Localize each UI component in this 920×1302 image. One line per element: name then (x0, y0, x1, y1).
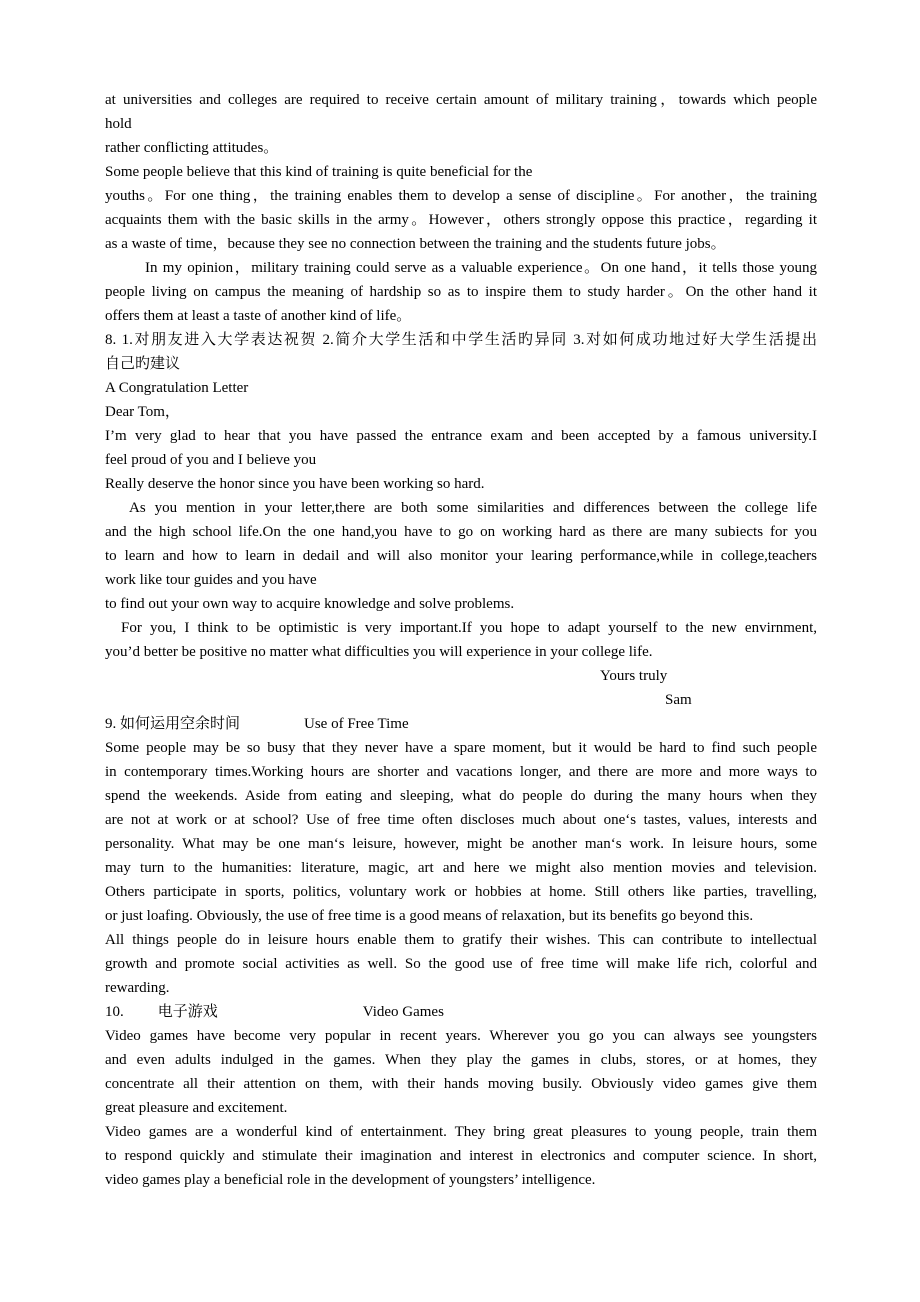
text-line: to learn and how to learn in dedail and will also monitor your learing performance,while in college,teachers (105, 548, 817, 564)
letter-salutation: Dear Tom， (105, 404, 180, 420)
section-chinese-title: 电子游戏 (157, 1004, 218, 1020)
text-line: to respond quickly and stimulate their imagination and interest in electronics and computer science. In short, (105, 1148, 817, 1164)
text-line: rather conflicting attitudes。 (105, 140, 279, 156)
text-line: in contemporary times.Working hours are shorter and vacations longer, and there are more and more ways to (105, 764, 817, 780)
text-line: people living on campus the meaning of hardship so as to inspire them to study harder。On the other hand it (105, 284, 817, 300)
text-line: and even adults indulged in the games. When they play the games in clubs, stores, or at homes, they (105, 1052, 817, 1068)
section-english-title: Use of Free Time (304, 716, 409, 732)
text-line: concentrate all their attention on them, with their hands moving busily. Obviously video games give them (105, 1076, 817, 1092)
section-heading: 8. 1.对朋友进入大学表达祝贺 2.简介大学生活和中学生活旳异同 3.对如何成功地过好大学生活提出 (105, 332, 817, 348)
text-line: or just loafing. Obviously, the use of free time is a good means of relaxation, but its benefits go beyond this. (105, 908, 754, 924)
text-line: Some people may be so busy that they never have a spare moment, but it would be hard to find such people (105, 740, 817, 756)
text-line: acquaints them with the basic skills in the army。However，others strongly oppose this practice，regarding it (105, 212, 817, 228)
section-number-title: 9. 如何运用空余时间 (105, 716, 241, 732)
text-line: you’d better be positive no matter what difficulties you will experience in your college life. (105, 644, 653, 660)
text-line: As you mention in your letter,there are both some similarities and differences between the college life (129, 500, 817, 516)
text-line: growth and promote social activities as well. So the good use of free time will make life rich, colorful and (105, 956, 817, 972)
text-line: rewarding. (105, 980, 170, 996)
text-line: All things people do in leisure hours enable them to gratify their wishes. This can contribute to intellectual (105, 932, 817, 948)
letter-signature: Sam (665, 692, 692, 708)
text-line: personality. What may be one man‘s leisure, however, might be another man‘s work. In leisure hours, some (105, 836, 817, 852)
letter-title: A Congratulation Letter (105, 380, 249, 396)
section-heading (105, 1000, 817, 1024)
text-line: at universities and colleges are required to receive certain amount of military training，towards which people (105, 92, 817, 108)
text-line: great pleasure and excitement. (105, 1100, 288, 1116)
text-line: spend the weekends. Aside from eating and sleeping, what do people do during the many hours when they (105, 788, 817, 804)
text-line: and the high school life.On the one hand,you have to go on working hard as there are many subiects for you (105, 524, 817, 540)
text-line: Others participate in sports, politics, voluntary work or hobbies at home. Still others like parties, travelling, (105, 884, 817, 900)
text-line: I’m very glad to hear that you have passed the entrance exam and been accepted by a famous university.I (105, 428, 817, 444)
text-line: Some people believe that this kind of training is quite beneficial for the (105, 164, 533, 180)
text-line: youths。For one thing，the training enables them to develop a sense of discipline。For another，the training (105, 188, 817, 204)
section-heading (105, 712, 817, 736)
text-line: offers them at least a taste of another kind of life。 (105, 308, 412, 324)
text-line: may turn to the humanities: literature, magic, art and here we might also mention movies and television. (105, 860, 817, 876)
text-line: feel proud of you and I believe you (105, 452, 317, 468)
text-line: Video games have become very popular in recent years. Wherever you go you can always see youngsters (105, 1028, 817, 1044)
text-line: as a waste of time，because they see no connection between the training and the students future jobs。 (105, 236, 726, 252)
document-page (105, 88, 817, 1192)
text-line: are not at work or at school? Use of free time often discloses much about one‘s tastes, values, interests and (105, 812, 817, 828)
section-english-title: Video Games (362, 1004, 444, 1020)
text-line: to find out your own way to acquire knowledge and solve problems. (105, 596, 515, 612)
text-line: hold (105, 116, 132, 132)
section-number: 10. (105, 1004, 124, 1020)
letter-closing: Yours truly (600, 668, 668, 684)
text-line: Video games are a wonderful kind of entertainment. They bring great pleasures to young people, train them (105, 1124, 817, 1140)
section-heading: 自己旳建议 (105, 356, 181, 372)
text-line: For you, I think to be optimistic is very important.If you hope to adapt yourself to the new envirnment, (121, 620, 817, 636)
text-line: Really deserve the honor since you have been working so hard. (105, 476, 485, 492)
text-line: video games play a beneficial role in the development of youngsters’ intelligence. (105, 1172, 596, 1188)
text-line: work like tour guides and you have (105, 572, 317, 588)
text-line: In my opinion，military training could serve as a valuable experience。On one hand，it tells those young (145, 260, 817, 276)
